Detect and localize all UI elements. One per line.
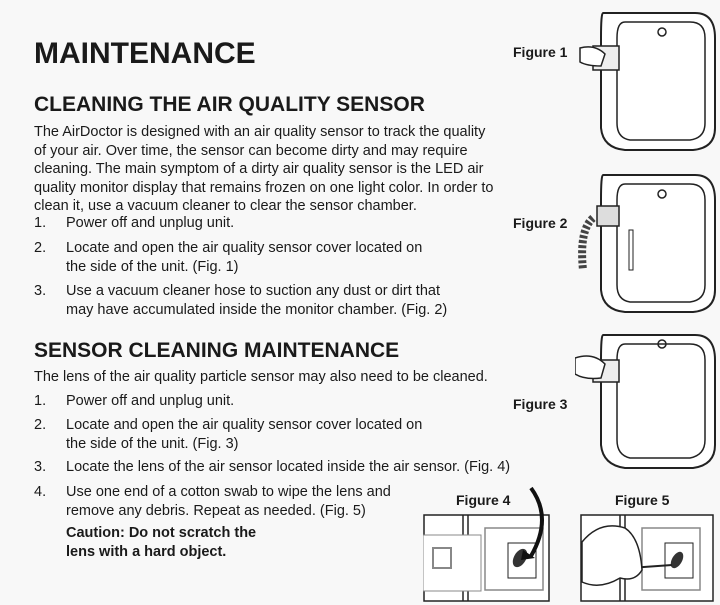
step-number: 4. bbox=[34, 484, 47, 500]
step-text: Locate and open the air quality sensor cover located on bbox=[66, 417, 423, 433]
step-text: the side of the unit. (Fig. 1) bbox=[66, 258, 239, 275]
list-item bbox=[34, 483, 391, 520]
intro-line: The AirDoctor is designed with an air quality sensor to track the quality bbox=[34, 124, 486, 140]
figure-4-sensor-lens-illustration bbox=[423, 478, 551, 603]
list-item bbox=[34, 416, 422, 453]
step-number: 2. bbox=[34, 417, 47, 433]
step-text: remove any debris. Repeat as needed. (Fig. 5) bbox=[66, 502, 366, 519]
step-number: 3. bbox=[34, 283, 47, 299]
intro-line: clean it, use a vacuum cleaner to clear the sensor chamber. bbox=[34, 198, 417, 214]
section-heading-cleaning: CLEANING THE AIR QUALITY SENSOR bbox=[34, 93, 425, 116]
step-text: Use one end of a cotton swab to wipe the lens and bbox=[66, 484, 391, 500]
step-number: 1. bbox=[34, 393, 47, 409]
section1-intro bbox=[34, 123, 493, 216]
intro-line: quality monitor display that remains frozen on one light color. In order to bbox=[34, 179, 494, 196]
intro-line: of your air. Over time, the sensor can become dirty and may require bbox=[34, 142, 468, 159]
list-item bbox=[34, 239, 422, 276]
step-text: Use a vacuum cleaner hose to suction any dust or dirt that bbox=[66, 283, 440, 299]
figure-1-label: Figure 1 bbox=[513, 44, 568, 60]
intro-line: cleaning. The main symptom of a dirty air quality sensor is the LED air bbox=[34, 161, 484, 177]
figure-2-label: Figure 2 bbox=[513, 215, 568, 231]
caution-line: lens with a hard object. bbox=[66, 543, 227, 560]
figure-4-label: Figure 4 bbox=[456, 492, 511, 508]
figure-3-air-purifier-illustration bbox=[575, 330, 720, 475]
figure-5-label: Figure 5 bbox=[615, 492, 670, 508]
caution-note bbox=[66, 524, 256, 561]
step-text: Locate and open the air quality sensor cover located on bbox=[66, 240, 423, 256]
step-text: the side of the unit. (Fig. 3) bbox=[66, 435, 239, 452]
list-item bbox=[34, 282, 447, 319]
step-number: 1. bbox=[34, 215, 47, 231]
section-heading-sensor: SENSOR CLEANING MAINTENANCE bbox=[34, 339, 400, 362]
step-text: may have accumulated inside the monitor chamber. (Fig. 2) bbox=[66, 301, 448, 318]
figure-3-label: Figure 3 bbox=[513, 396, 568, 412]
list-item bbox=[34, 458, 510, 477]
figure-1-air-purifier-illustration bbox=[575, 8, 720, 158]
figure-2-air-purifier-illustration bbox=[575, 170, 720, 320]
list-item bbox=[34, 214, 234, 233]
step-text: Power off and unplug unit. bbox=[66, 393, 235, 409]
step-number: 3. bbox=[34, 459, 47, 475]
step-text: Power off and unplug unit. bbox=[66, 215, 235, 231]
caution-line: Caution: Do not scratch the bbox=[66, 525, 257, 541]
list-item bbox=[34, 392, 234, 411]
page-title: MAINTENANCE bbox=[34, 37, 256, 70]
step-text: Locate the lens of the air sensor located inside the air sensor. (Fig. 4) bbox=[66, 459, 511, 475]
step-number: 2. bbox=[34, 240, 47, 256]
figure-5-cotton-swab-illustration bbox=[580, 510, 715, 603]
section2-intro: The lens of the air quality particle sensor may also need to be cleaned. bbox=[34, 369, 488, 385]
